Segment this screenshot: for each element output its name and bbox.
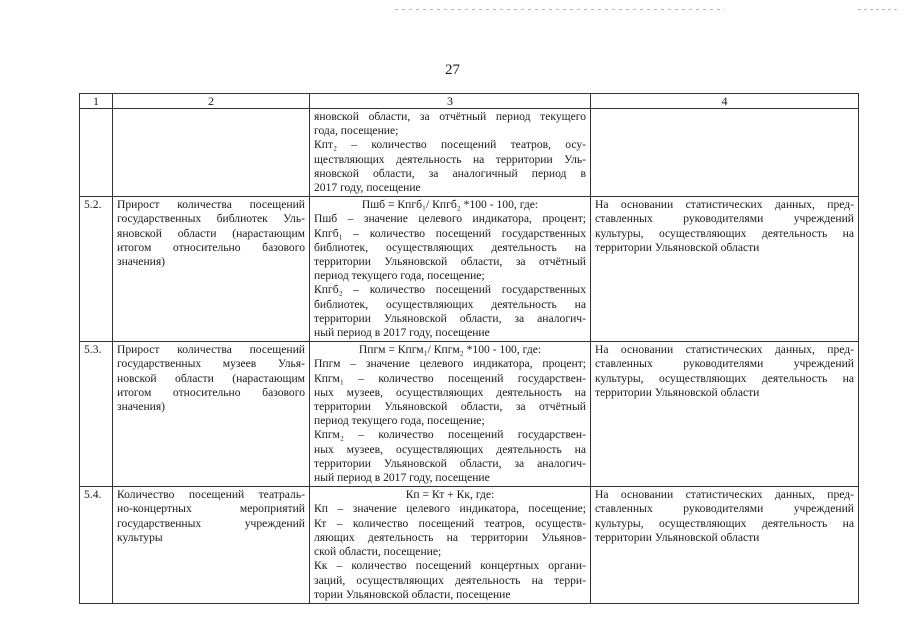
column-number-row (80, 94, 859, 109)
indicator-name (113, 487, 310, 604)
text-line: ской области, посещение; (314, 545, 442, 559)
indicator-name (113, 342, 310, 487)
text-line: территории Ульяновской области (595, 240, 760, 254)
text-line: библиотек, осуществляющих деятельность на (314, 297, 586, 311)
scan-edge-mark (858, 9, 898, 10)
text-line: Кпгб₂ – количество посещений государственных (314, 283, 586, 297)
text-line: территории Ульяновской области, за аналогич- (314, 456, 586, 470)
data-source (591, 487, 859, 604)
indicator-name (113, 197, 310, 342)
text-line: яновской области (нарастающим (117, 226, 305, 240)
text-line: ный период в 2017 году, посещение (314, 326, 490, 340)
indicator-table (79, 93, 859, 604)
text-line: тории Ульяновской области, посещение (314, 587, 511, 601)
column-number: 2 (113, 94, 310, 109)
text-line: Кпгм₂ – количество посещений государствен- (314, 428, 586, 442)
text-line: Прирост количества посещений (117, 343, 305, 357)
text-line: Пшб – значение целевого индикатора, процент; (314, 212, 586, 226)
table-row (80, 342, 859, 487)
text-line: Ппгм – значение целевого индикатора, процент; (314, 357, 586, 371)
text-line: значения) (117, 400, 166, 414)
text-line: Кпгб₁ – количество посещений государственных (314, 226, 586, 240)
text-line: Количество посещений театраль- (117, 488, 305, 502)
text-line: Кп – значение целевого индикатора, посещение; (314, 502, 586, 516)
calculation-method (310, 109, 591, 197)
text-line: На основании статистических данных, пред- (595, 343, 854, 357)
text-line: ставленных руководителями учреждений (595, 212, 854, 226)
formula: Ппгм = Кпгм₁/ Кпгм₂ *100 - 100, где: (358, 343, 542, 357)
text-line: итогом относительно базового (117, 240, 305, 254)
calculation-method (310, 342, 591, 487)
text-line: итогом относительно базового (117, 385, 305, 399)
table-row (80, 487, 859, 604)
text-line: года, посещение; (314, 124, 399, 138)
text-line: культуры, осуществляющих деятельность на (595, 516, 854, 530)
text-line: период текущего года, посещение; (314, 414, 485, 428)
text-line: культуры, осуществляющих деятельность на (595, 226, 854, 240)
text-line: яновской области, за аналогичный период в (314, 166, 586, 180)
table-row (80, 197, 859, 342)
text-line: культуры (117, 530, 163, 544)
text-line: 2017 году, посещение (314, 181, 421, 195)
text-line: Прирост количества посещений (117, 198, 305, 212)
column-number: 3 (310, 94, 591, 109)
row-number: 5.2. (80, 197, 113, 342)
text-line: ных музеев, осуществляющих деятельность на (314, 442, 586, 456)
column-number: 1 (80, 94, 113, 109)
text-line: государственных учреждений (117, 516, 305, 530)
text-line: но-концертных мероприятий (117, 502, 305, 516)
calculation-method (310, 487, 591, 604)
text-line: Кпт₂ – количество посещений театров, осу- (314, 138, 586, 152)
text-line: территории Ульяновской области, за отчётный (314, 400, 586, 414)
text-line: Кт – количество посещений театров, осуществ- (314, 516, 586, 530)
text-line: территории Ульяновской области, за аналогич- (314, 311, 586, 325)
row-number: 5.3. (80, 342, 113, 487)
text-line: заций, осуществляющих деятельность на терри- (314, 573, 586, 587)
text-line: На основании статистических данных, пред- (595, 488, 854, 502)
column-number: 4 (591, 94, 859, 109)
row-number: 5.4. (80, 487, 113, 604)
text-line: ных музеев, осуществляющих деятельность на (314, 385, 586, 399)
text-line: период текущего года, посещение; (314, 269, 485, 283)
indicator-name (113, 109, 310, 197)
page-number: 27 (445, 62, 460, 78)
text-line: ный период в 2017 году, посещение (314, 471, 490, 485)
table-row (80, 109, 859, 197)
formula: Кп = Кт + Кк, где: (405, 488, 495, 502)
text-line: значения) (117, 255, 166, 269)
text-line: новской области (нарастающим (117, 371, 305, 385)
text-line: На основании статистических данных, пред- (595, 198, 854, 212)
text-line: яновской области, за отчётный период текущего (314, 110, 586, 123)
text-line: территории Ульяновской области (595, 385, 760, 399)
data-source (591, 109, 859, 197)
text-line: библиотек, осуществляющих деятельность на (314, 240, 586, 254)
text-line: ставленных руководителями учреждений (595, 502, 854, 516)
formula: Пшб = Кпгб₁/ Кпгб₂ *100 - 100, где: (361, 198, 539, 212)
data-source (591, 342, 859, 487)
text-line: территории Ульяновской области (595, 530, 760, 544)
row-number (80, 109, 113, 197)
text-line: ществляющих деятельность на территории Уль- (314, 152, 586, 166)
calculation-method (310, 197, 591, 342)
text-line: территории Ульяновской области, за отчётный (314, 255, 586, 269)
text-line: Кпгм₁ – количество посещений государствен- (314, 371, 586, 385)
text-line: культуры, осуществляющих деятельность на (595, 371, 854, 385)
text-line: Кк – количество посещений концертных органи- (314, 559, 586, 573)
text-line: государственных библиотек Уль- (117, 212, 305, 226)
text-line: ставленных руководителями учреждений (595, 357, 854, 371)
data-source (591, 197, 859, 342)
text-line: ляющих деятельность на территории Ульянов- (314, 530, 586, 544)
text-line: государственных музеев Улья- (117, 357, 305, 371)
scan-edge-mark (395, 9, 725, 10)
